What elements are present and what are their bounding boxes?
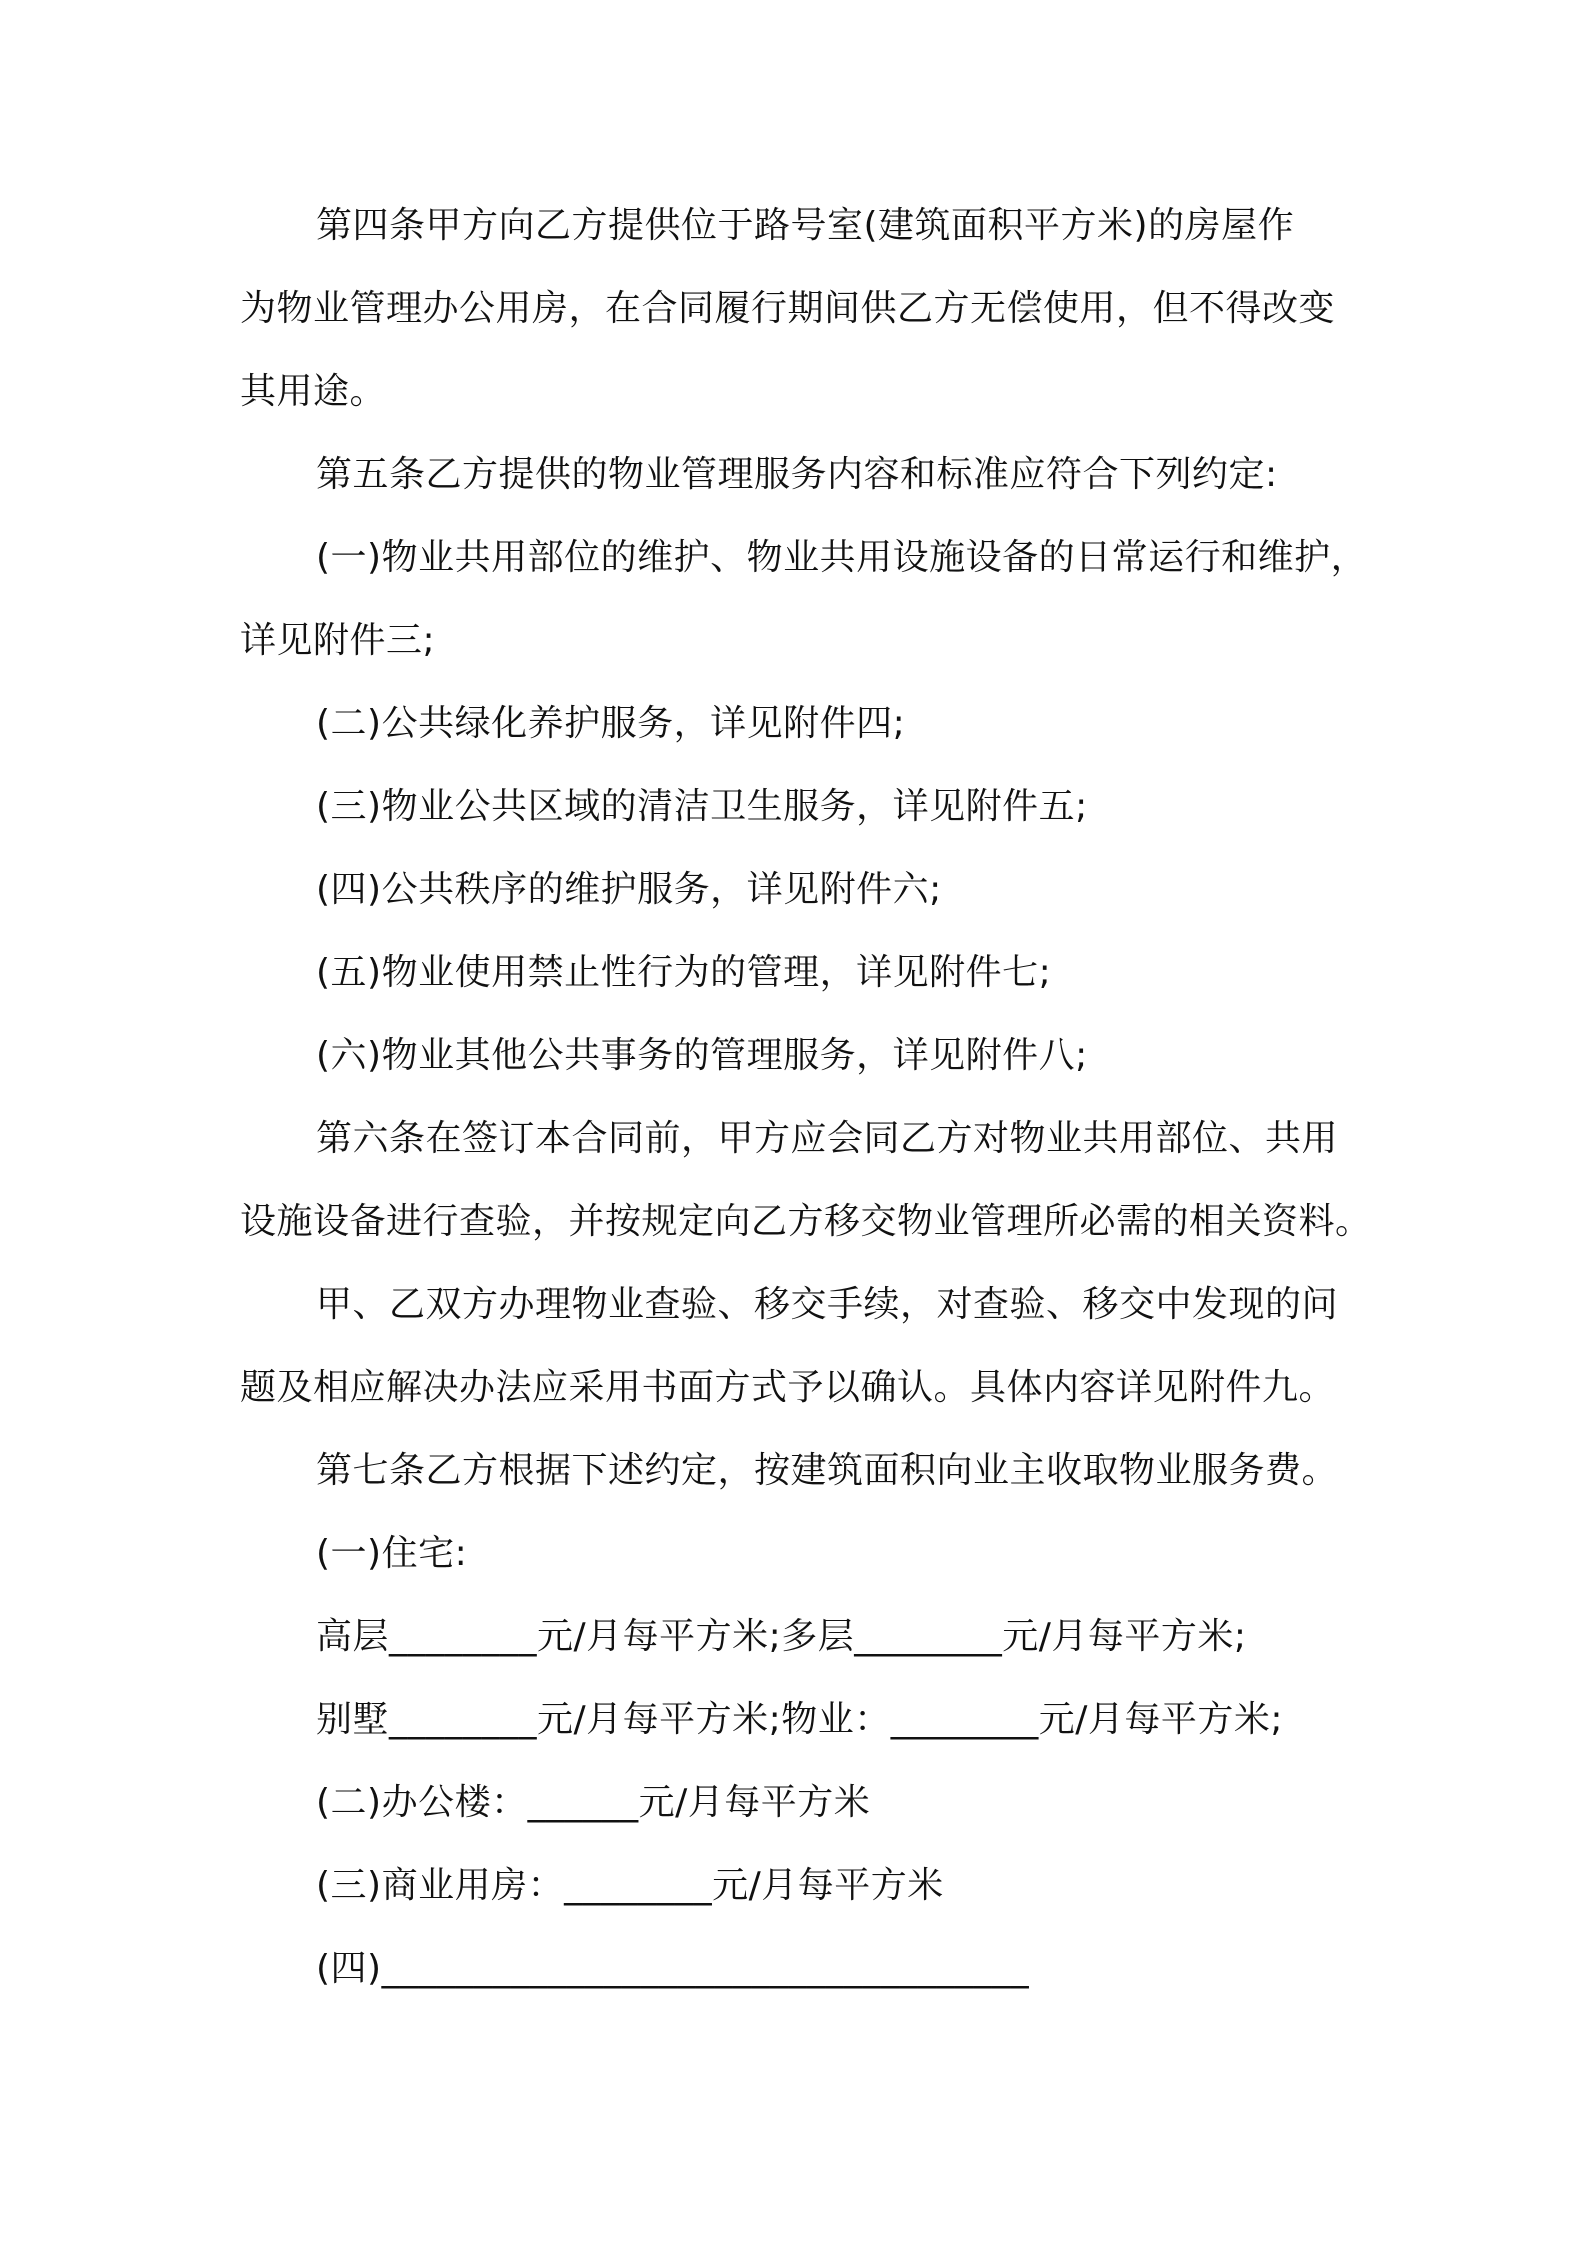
article-7-item-1-rates-1: 高层________元/月每平方米;多层________元/月每平方米; — [316, 1616, 1247, 1657]
article-5-item-1-line-2: 详见附件三; — [240, 620, 436, 661]
article-7-item-2: (二)办公楼：______元/月每平方米 — [316, 1782, 871, 1823]
article-4-line-1: 第四条甲方向乙方提供位于路号室(建筑面积平方米)的房屋作 — [316, 205, 1295, 246]
article-7-item-1-title: (一)住宅: — [316, 1533, 468, 1574]
article-5-heading: 第五条乙方提供的物业管理服务内容和标准应符合下列约定: — [316, 454, 1278, 495]
article-4-line-2: 为物业管理办公用房，在合同履行期间供乙方无偿使用，但不得改变 — [240, 288, 1336, 329]
article-4-line-3: 其用途。 — [240, 371, 387, 412]
article-6-para-2-line-2: 题及相应解决办法应采用书面方式予以确认。具体内容详见附件九。 — [240, 1367, 1336, 1408]
article-7-heading: 第七条乙方根据下述约定，按建筑面积向业主收取物业服务费。 — [316, 1450, 1339, 1491]
article-5-item-5: (五)物业使用禁止性行为的管理，详见附件七; — [316, 952, 1052, 993]
article-6-para-2-line-1: 甲、乙双方办理物业查验、移交手续，对查验、移交中发现的问 — [316, 1284, 1339, 1325]
article-7-item-4: (四)___________________________________ — [316, 1948, 1030, 1989]
article-6-line-2: 设施设备进行查验，并按规定向乙方移交物业管理所必需的相关资料。 — [240, 1201, 1372, 1242]
article-5-item-4: (四)公共秩序的维护服务，详见附件六; — [316, 869, 942, 910]
article-7-item-1-rates-2: 别墅________元/月每平方米;物业：________元/月每平方米; — [316, 1699, 1284, 1740]
article-6-line-1: 第六条在签订本合同前，甲方应会同乙方对物业共用部位、共用 — [316, 1118, 1339, 1159]
article-5-item-3: (三)物业公共区域的清洁卫生服务，详见附件五; — [316, 786, 1088, 827]
article-5-item-1-line-1: (一)物业共用部位的维护、物业共用设施设备的日常运行和维护， — [316, 537, 1368, 578]
article-5-item-6: (六)物业其他公共事务的管理服务，详见附件八; — [316, 1035, 1088, 1076]
article-5-item-2: (二)公共绿化养护服务，详见附件四; — [316, 703, 906, 744]
article-7-item-3: (三)商业用房：________元/月每平方米 — [316, 1865, 944, 1906]
